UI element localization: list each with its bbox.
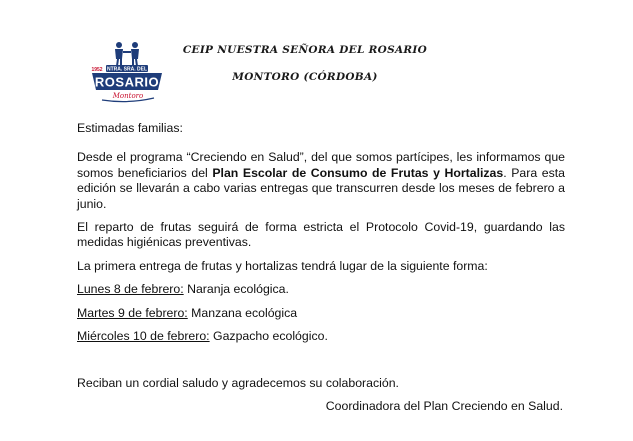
greeting: Estimadas familias:: [77, 121, 183, 135]
delivery-product: Gazpacho ecológico.: [209, 329, 328, 344]
school-name: CEIP NUESTRA SEÑORA DEL ROSARIO: [182, 44, 428, 56]
logo-figures-icon: [115, 42, 139, 66]
signature: Coordinadora del Plan Creciendo en Salud.: [325, 398, 563, 413]
farewell: Reciban un cordial saludo y agradecemos su colaboración.: [77, 376, 399, 391]
paragraph-program-text-start: Desde el programa “Creciendo en Salud”, del que somos partícipes, les informamos que somos beneficiarios del: [77, 150, 565, 180]
paragraph-program-text-end: . Para esta edición se llevarán a cabo varias entregas que transcurren desde los meses de febrero a junio.: [77, 165, 565, 211]
delivery-item: [77, 329, 565, 344]
logo-year: 1952: [91, 67, 103, 73]
plan-name: Plan Escolar de Consumo de Frutas y Hortalizas: [212, 165, 504, 180]
delivery-item: [77, 282, 565, 297]
delivery-date: Lunes 8 de febrero:: [77, 282, 184, 297]
paragraph-program: [77, 150, 565, 212]
school-logo: [88, 40, 166, 104]
delivery-date: Martes 9 de febrero:: [77, 305, 188, 320]
letter-body: [77, 121, 565, 414]
logo-script-text: Montoro: [112, 92, 144, 100]
delivery-product: Naranja ecológica.: [183, 282, 289, 297]
logo-top-text: NTRA. SRA. DEL: [107, 66, 147, 73]
logo-main-text: ROSARIO: [94, 74, 160, 90]
delivery-product: Manzana ecológica: [187, 305, 298, 320]
delivery-item: [77, 306, 565, 321]
paragraph-first-delivery: La primera entrega de frutas y hortalizas tendrá lugar de la siguiente forma:: [77, 258, 488, 273]
delivery-date: Miércoles 10 de febrero:: [77, 329, 210, 344]
paragraph-protocol: El reparto de frutas seguirá de forma estricta el Protocolo Covid-19, guardando las medidas higiénicas preventivas.: [77, 220, 565, 250]
school-location: MONTORO (CÓRDOBA): [232, 71, 378, 83]
